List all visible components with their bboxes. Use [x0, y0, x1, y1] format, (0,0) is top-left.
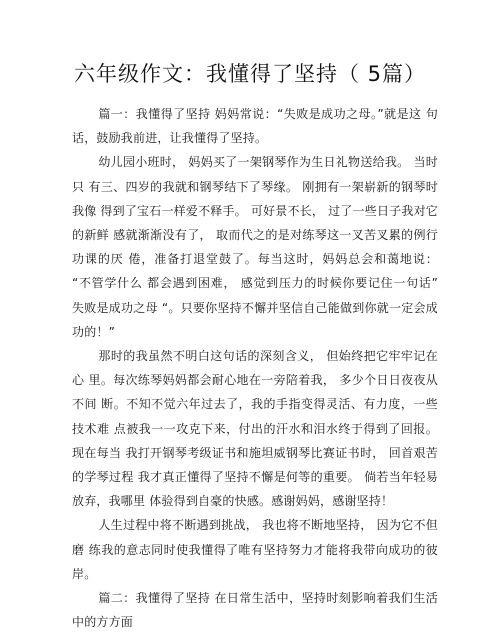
paragraph-4: 人生过程中将不断遇到挑战， 我也将不断地坚持， 因为它不但磨 练我的意志同时使我懂得了唯有坚持努力才能将我带向成功的彼岸。: [72, 518, 438, 581]
document-title: 六年级作文：我懂得了坚持（ 5篇）: [73, 62, 427, 86]
document-body: [72, 102, 438, 634]
paragraph-1: 篇一：我懂得了坚持 妈妈常说：“失败是成功之母。”就是这 句话，鼓励我前进，让我懂得了坚持。: [72, 107, 438, 146]
paragraph-3: 那时的我虽然不明白这句话的深刻含义， 但始终把它牢牢记在心 里。每次练琴妈妈都会耐心地在一旁陪着我， 多少个日日夜夜从不间 断。不知不觉六年过去了，我的手指变得灵活、有力度，一些技术难 点被我一一攻克下来，付出的汗水和泪水终于得到了回报。 现在每当 我打开钢琴考级证书和施坦威钢琴比赛证书时， 回首艰苦的学琴过程 我才真正懂得了坚持不懈是何等的重要。 倘若当年轻易放弃，我哪里 体验得到自豪的快感。感谢妈妈，感谢坚持！: [72, 349, 438, 509]
paragraph-5: 篇二：我懂得了坚持 在日常生活中，坚持时刻影响着我们生活中的方方面: [72, 591, 438, 630]
paragraph-2: 幼儿园小班时， 妈妈买了一架钢琴作为生日礼物送给我。 当时只 有三、四岁的我就和钢琴结下了琴缘。 刚拥有一架崭新的钢琴时我像 得到了宝石一样爱不释手。 可好景不长， 过了一些日子我对它的新鲜 感就渐渐没有了， 取而代之的是对练琴这一叉苦叉累的例行功课的厌 倦，准备打退堂鼓了。每当这时，妈妈总会和蔼地说： “不管学什么 都会遇到困难， 感觉到压力的时候你要记住一句话” 失败是成功之母 “。只要你坚持不懈并坚信自己能做到你就一定会成功的！”: [72, 155, 438, 339]
